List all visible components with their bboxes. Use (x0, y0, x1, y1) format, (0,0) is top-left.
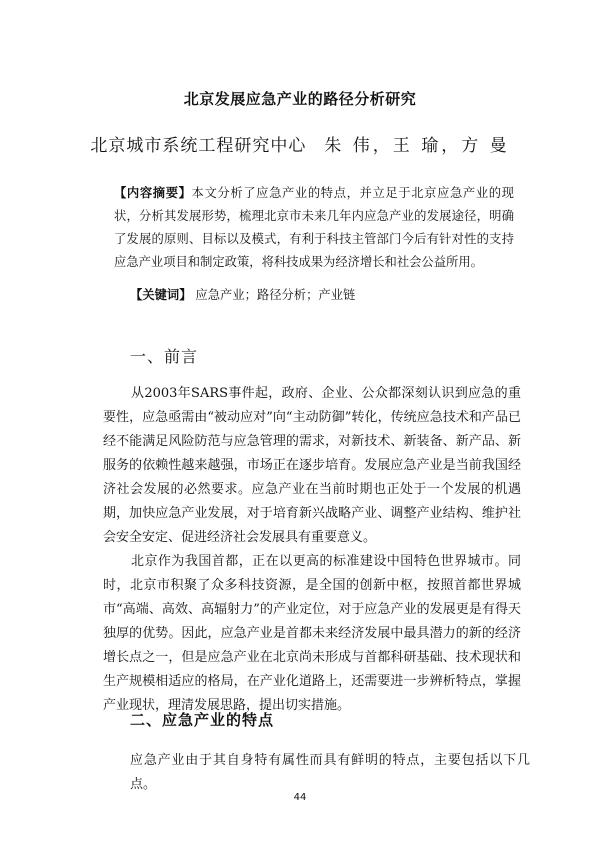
section-heading-characteristics: 二、应急产业的特点 (130, 711, 275, 729)
paragraph: 从2003年SARS事件起，政府、企业、公众都深刻认识到应急的重要性，应急亟需由“被动应对”向“主动防御”转化，传统应急技术和产品已经不能满足风险防范与应急管理的需求，对新技术、新装备、新产品、新服务的依赖性越来越强，市场正在逐步培育。发展应急产业是当前我国经济社会发展的必然要求。应急产业在当前时期也正处于一个发展的机遇期，加快应急产业发展，对于培育新兴战略产业、调整产业结构、维护社会安全安定、促进经济社会发展具有重要意义。 (103, 386, 521, 545)
paper-title: 北京发展应急产业的路径分析研究 (183, 90, 417, 108)
keywords-text: 应急产业；路径分析；产业链 (195, 288, 356, 302)
author-affiliation: 北京城市系统工程研究中心 (90, 136, 307, 156)
abstract-text: 本文分析了应急产业的特点，并立足于北京应急产业的现状，分析其发展形势，梳理北京市未来几年内应急产业的发展途径，明确了发展的原则、目标以及模式，有利于科技主管部门今后有针对性的支持应急产业项目和制定政策，将科技成果为经济增长和社会公益所用。 (114, 186, 514, 269)
keywords (130, 285, 355, 303)
author-line (0, 131, 600, 156)
abstract (114, 182, 514, 274)
paragraph: 应急产业由于其自身特有属性而具有鲜明的特点，主要包括以下几点。 (130, 753, 530, 792)
page-number: 44 (293, 792, 307, 803)
keywords-label: 【关键词】 (130, 288, 192, 302)
author-names: 朱 伟，王 瑜，方 曼 (324, 136, 510, 156)
abstract-label: 【内容摘要】 (114, 186, 192, 200)
paragraph: 北京作为我国首都，正在以更高的标准建设中国特色世界城市。同时，北京市积聚了众多科技资源，是全国的创新中枢，按照首都世界城市“高端、高效、高辐射力”的产业定位，对于应急产业的发展更是有得天独厚的优势。因此，应急产业是首都未来经济发展中最具潜力的新的经济增长点之一，但是应急产业在北京尚未形成与首都科研基础、技术现状和生产规模相适应的格局，在产业化道路上，还需要进一步辨析特点，掌握产业现状，理清发展思路，提出切实措施。 (103, 554, 521, 713)
section-heading-introduction: 一、前言 (130, 347, 199, 366)
